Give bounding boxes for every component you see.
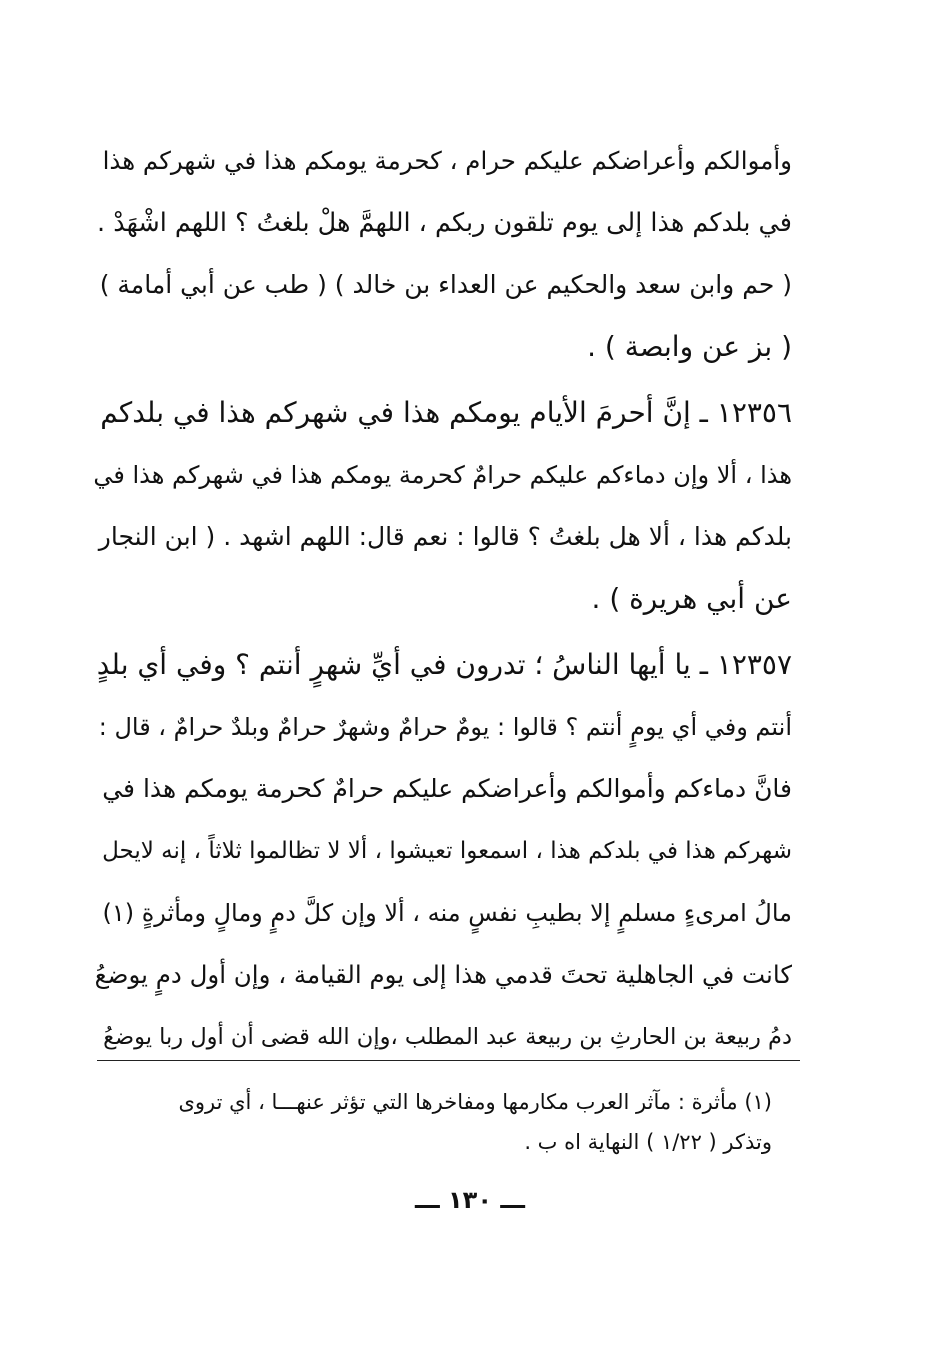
text-line: دمُ ربيعة بن الحارثِ بن ربيعة عبد المطلب ،وإن الله قضى أن أول ربا يوضعُ [103, 1024, 792, 1050]
text-line: وأموالكم وأعراضكم عليكم حرام ، كحرمة يومكم هذا في شهركم هذا [102, 146, 792, 175]
text-line: في بلدكم هذا إلى يوم تلقون ربكم ، اللهمَّ هلْ بلغتُ ؟ اللهم اشْهَدْ . [97, 208, 792, 238]
paragraph-1 [92, 130, 792, 378]
hadith-12356 [92, 382, 792, 630]
text-line: ١٢٣٥٦ ـ إنَّ أحرمَ الأيام يومكم هذا في شهركم هذا في بلدكم [100, 396, 792, 429]
text-line: هذا ، ألا وإن دماءكم عليكم حرامٌ كحرمة يومكم هذا في شهركم هذا في [93, 461, 792, 489]
text-line: كانت في الجاهلية تحتَ قدمي هذا إلى يوم القيامة ، وإن أول دمٍ يوضعُ [94, 960, 792, 989]
footnote-line: وتذكر ( ١/٢٢ ) النهاية اه ب . [524, 1130, 772, 1154]
text-line: مالُ امرىءٍ مسلمٍ إلا بطيبِ نفسٍ منه ، ألا وإن كلَّ دمٍ ومالٍ ومأثرةٍ (١) [102, 899, 792, 927]
footnote-divider [97, 1060, 800, 1061]
text-line: شهركم هذا في بلدكم هذا ، اسمعوا تعيشوا ، ألا لا تظالموا ثلاثاً ، إنه لايحل [102, 838, 792, 864]
text-line: عن أبي هريرة ) . [591, 582, 792, 615]
text-line: بلدكم هذا ، ألا هل بلغتُ ؟ قالوا : نعم قال: اللهم اشهد . ( ابن النجار [98, 522, 792, 551]
text-line: ( بز عن وابصة ) . [587, 330, 792, 363]
hadith-12357 [92, 634, 792, 1068]
text-line: فانَّ دماءكم وأموالكم وأعراضكم عليكم حرامٌ كحرمة يومكم هذا في [102, 774, 792, 803]
text-line: ١٢٣٥٧ ـ يا أيها الناسُ ؛ تدرون في أيِّ شهرٍ أنتم ؟ وفي أي بلدٍ [96, 648, 792, 681]
footnote [92, 1082, 772, 1162]
text-line: ( حم وابن سعد والحكيم عن العداء بن خالد ) ( طب عن أبي أمامة ) [99, 270, 792, 299]
text-line: أنتم وفي أي يومٍ أنتم ؟ قالوا : يومٌ حرامٌ وشهرٌ حرامٌ وبلدٌ حرامٌ ، قال : [98, 713, 792, 741]
footnote-line: (١) مأثرة : مآثر العرب مكارمها ومفاخرها التي تؤثر عنهـــا ، أي تروى [178, 1090, 772, 1114]
page-number: ـــ ١٣٠ ـــ [415, 1186, 525, 1214]
